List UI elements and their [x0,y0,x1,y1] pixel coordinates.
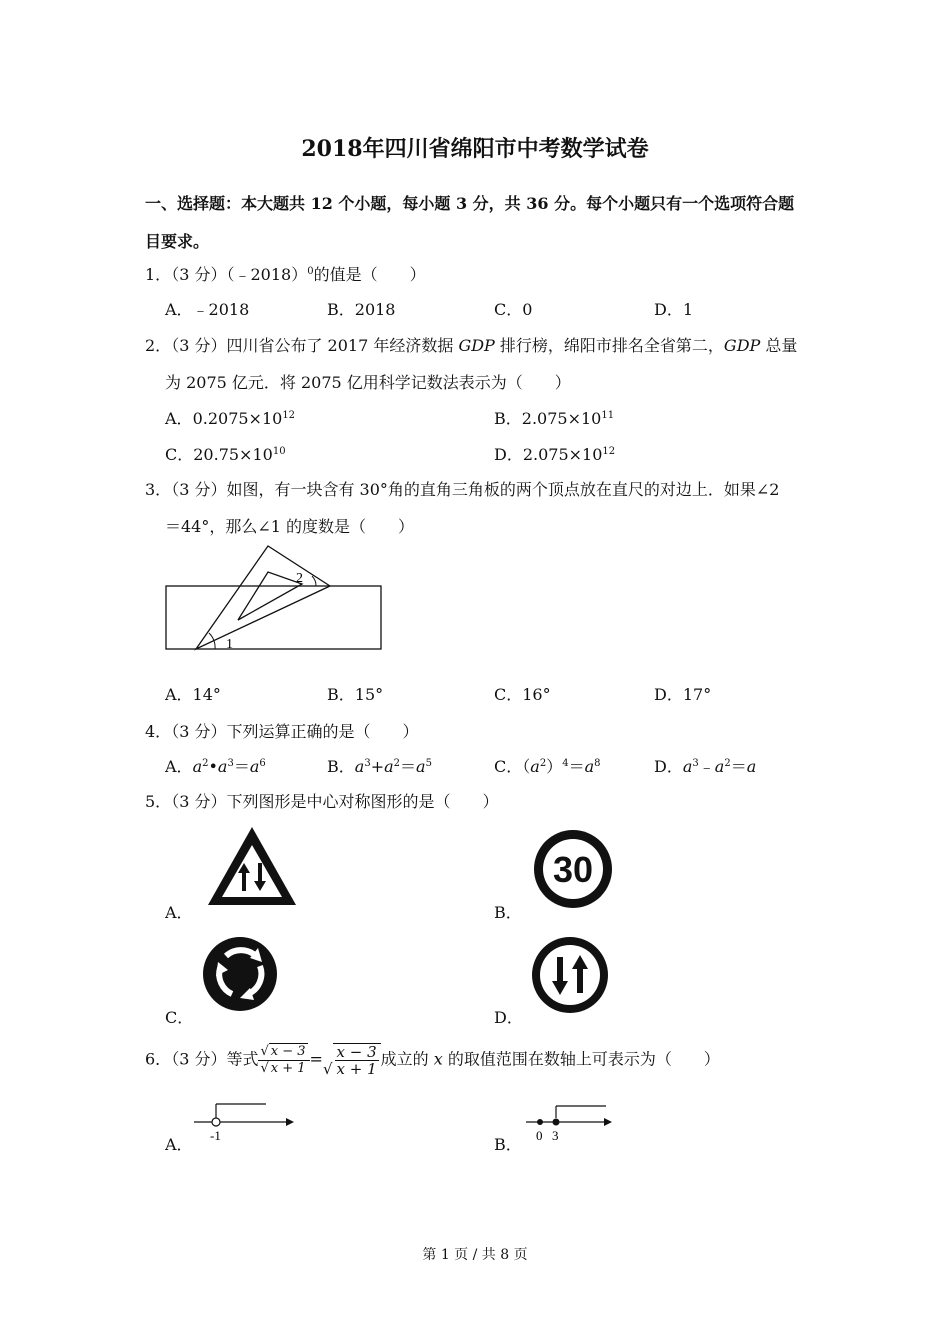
angle-2-arc [312,576,316,586]
q6-number: 6． [145,1049,172,1069]
triangle-outer [196,546,330,649]
axis-a-label: -1 [210,1128,221,1143]
q6-equals: = [309,1049,323,1069]
q6-variable: x [433,1049,443,1069]
q5-option-b-label: B． [494,903,522,922]
page-title: 2018年四川省绵阳市中考数学试卷 [301,136,649,162]
q6-text-pre: （3 分）等式 [171,1049,259,1069]
q6-fraction-right: √ $\frac{x - 3}{x + 1}$ [323,1043,381,1077]
question-2-line1 [145,333,797,356]
q3-option-d: D．17° [654,685,712,704]
question-6 [145,1043,720,1077]
q1-option-a: A．﹣2018 [165,300,250,319]
q1-text-post: 的值是（ ） [313,265,426,284]
number-line-option-b [522,1098,618,1144]
section-heading-line1: 一、选择题：本大题共 12 个小题，每小题 3 分，共 36 分。每个小题只有一个选项符合题 [145,194,795,213]
q6-text-post2: 的取值范围在数轴上可表示为（ ） [442,1049,720,1069]
question-1 [145,262,426,285]
q5-option-a-label: A． [165,903,193,922]
q4-option-d: D．$a^3﹣a^2=a$ [654,757,757,776]
q1-option-d: D．1 [654,300,694,319]
q5-option-c-label: C． [165,1008,194,1027]
q2-gdp-1: GDP [458,336,495,355]
q1-option-c: C．0 [494,300,533,319]
q6-option-b-label: B． [494,1135,522,1154]
q1-exponent: 0 [307,266,314,277]
ruler-triangle-figure [160,540,390,655]
roundabout-sign-icon [202,936,278,1012]
triangle-inner [238,572,302,620]
number-line-option-a [190,1098,300,1144]
speed-limit-30-sign-icon [532,828,614,910]
q2-text-b: 排行榜，绵阳市排名全省第二， [494,336,724,355]
question-3-line1 [145,477,780,500]
q4-option-c: C．$(a^2)^4=a^8$ [494,757,601,776]
q2-number: 2． [145,336,172,355]
angle-1-label: 1 [226,637,233,652]
section-heading-line2: 目要求。 [145,232,210,251]
q4-number: 4． [145,722,172,741]
q4-option-a: A．$a^2•a^3=a^6$ [165,757,266,776]
q6-option-a-label: A． [165,1135,193,1154]
q3-option-b: B．15° [327,685,384,704]
question-4 [145,719,418,742]
two-way-arrows-circle-sign-icon [530,935,610,1015]
triangle-two-way-traffic-sign-icon [206,825,298,907]
q3-option-c: C．16° [494,685,551,704]
question-2-line2: 为 2075 亿元．将 2075 亿用科学记数法表示为（ ） [165,373,571,392]
q5-number: 5． [145,792,172,811]
q4-option-b: B．$a^3+a^2=a^5$ [327,757,432,776]
q3-option-a: A．14° [165,685,221,704]
page-footer: 第 1 页 / 共 8 页 [422,1247,528,1263]
q1-text-pre: （﹣2018） [226,265,308,284]
angle-2-label: 2 [296,571,303,586]
q3-text-1: （3 分）如图，有一块含有 30°角的直角三角板的两个顶点放在直尺的对边上．如果∠2 [171,480,780,499]
axis-b-label-3: 3 [552,1128,559,1143]
q6-fraction-left: $\frac{√ x - 3}{√ x + 1}$ [258,1044,309,1077]
q2-option-a: A．$0.2075\times 10^{12}$ [165,409,296,428]
q2-gdp-2: GDP [723,336,761,355]
q2-option-b: B．$2.075\times 10^{11}$ [494,409,615,428]
q4-text: （3 分）下列运算正确的是（ ） [171,722,419,741]
axis-b-label-0: 0 [536,1128,543,1143]
q5-text: （3 分）下列图形是中心对称图形的是（ ） [171,792,499,811]
q1-option-b: B．2018 [327,300,396,319]
q2-text-a: （3 分）四川省公布了 2017 年经济数据 [171,336,459,355]
q6-text-post: 成立的 [380,1049,434,1069]
sign-30-text: 30 [552,849,594,890]
q1-score: （3 分） [171,265,227,284]
q2-option-c: C．$20.75\times 10^{10}$ [165,445,286,464]
q3-number: 3． [145,480,172,499]
question-5 [145,789,498,812]
question-3-line2: ＝44°，那么∠1 的度数是（ ） [165,517,415,536]
ruler-shape [166,586,381,649]
q5-option-d-label: D． [494,1008,523,1027]
q2-option-d: D．$2.075\times 10^{12}$ [494,445,616,464]
q2-text-c: 总量 [760,336,798,355]
q1-number: 1． [145,265,172,284]
